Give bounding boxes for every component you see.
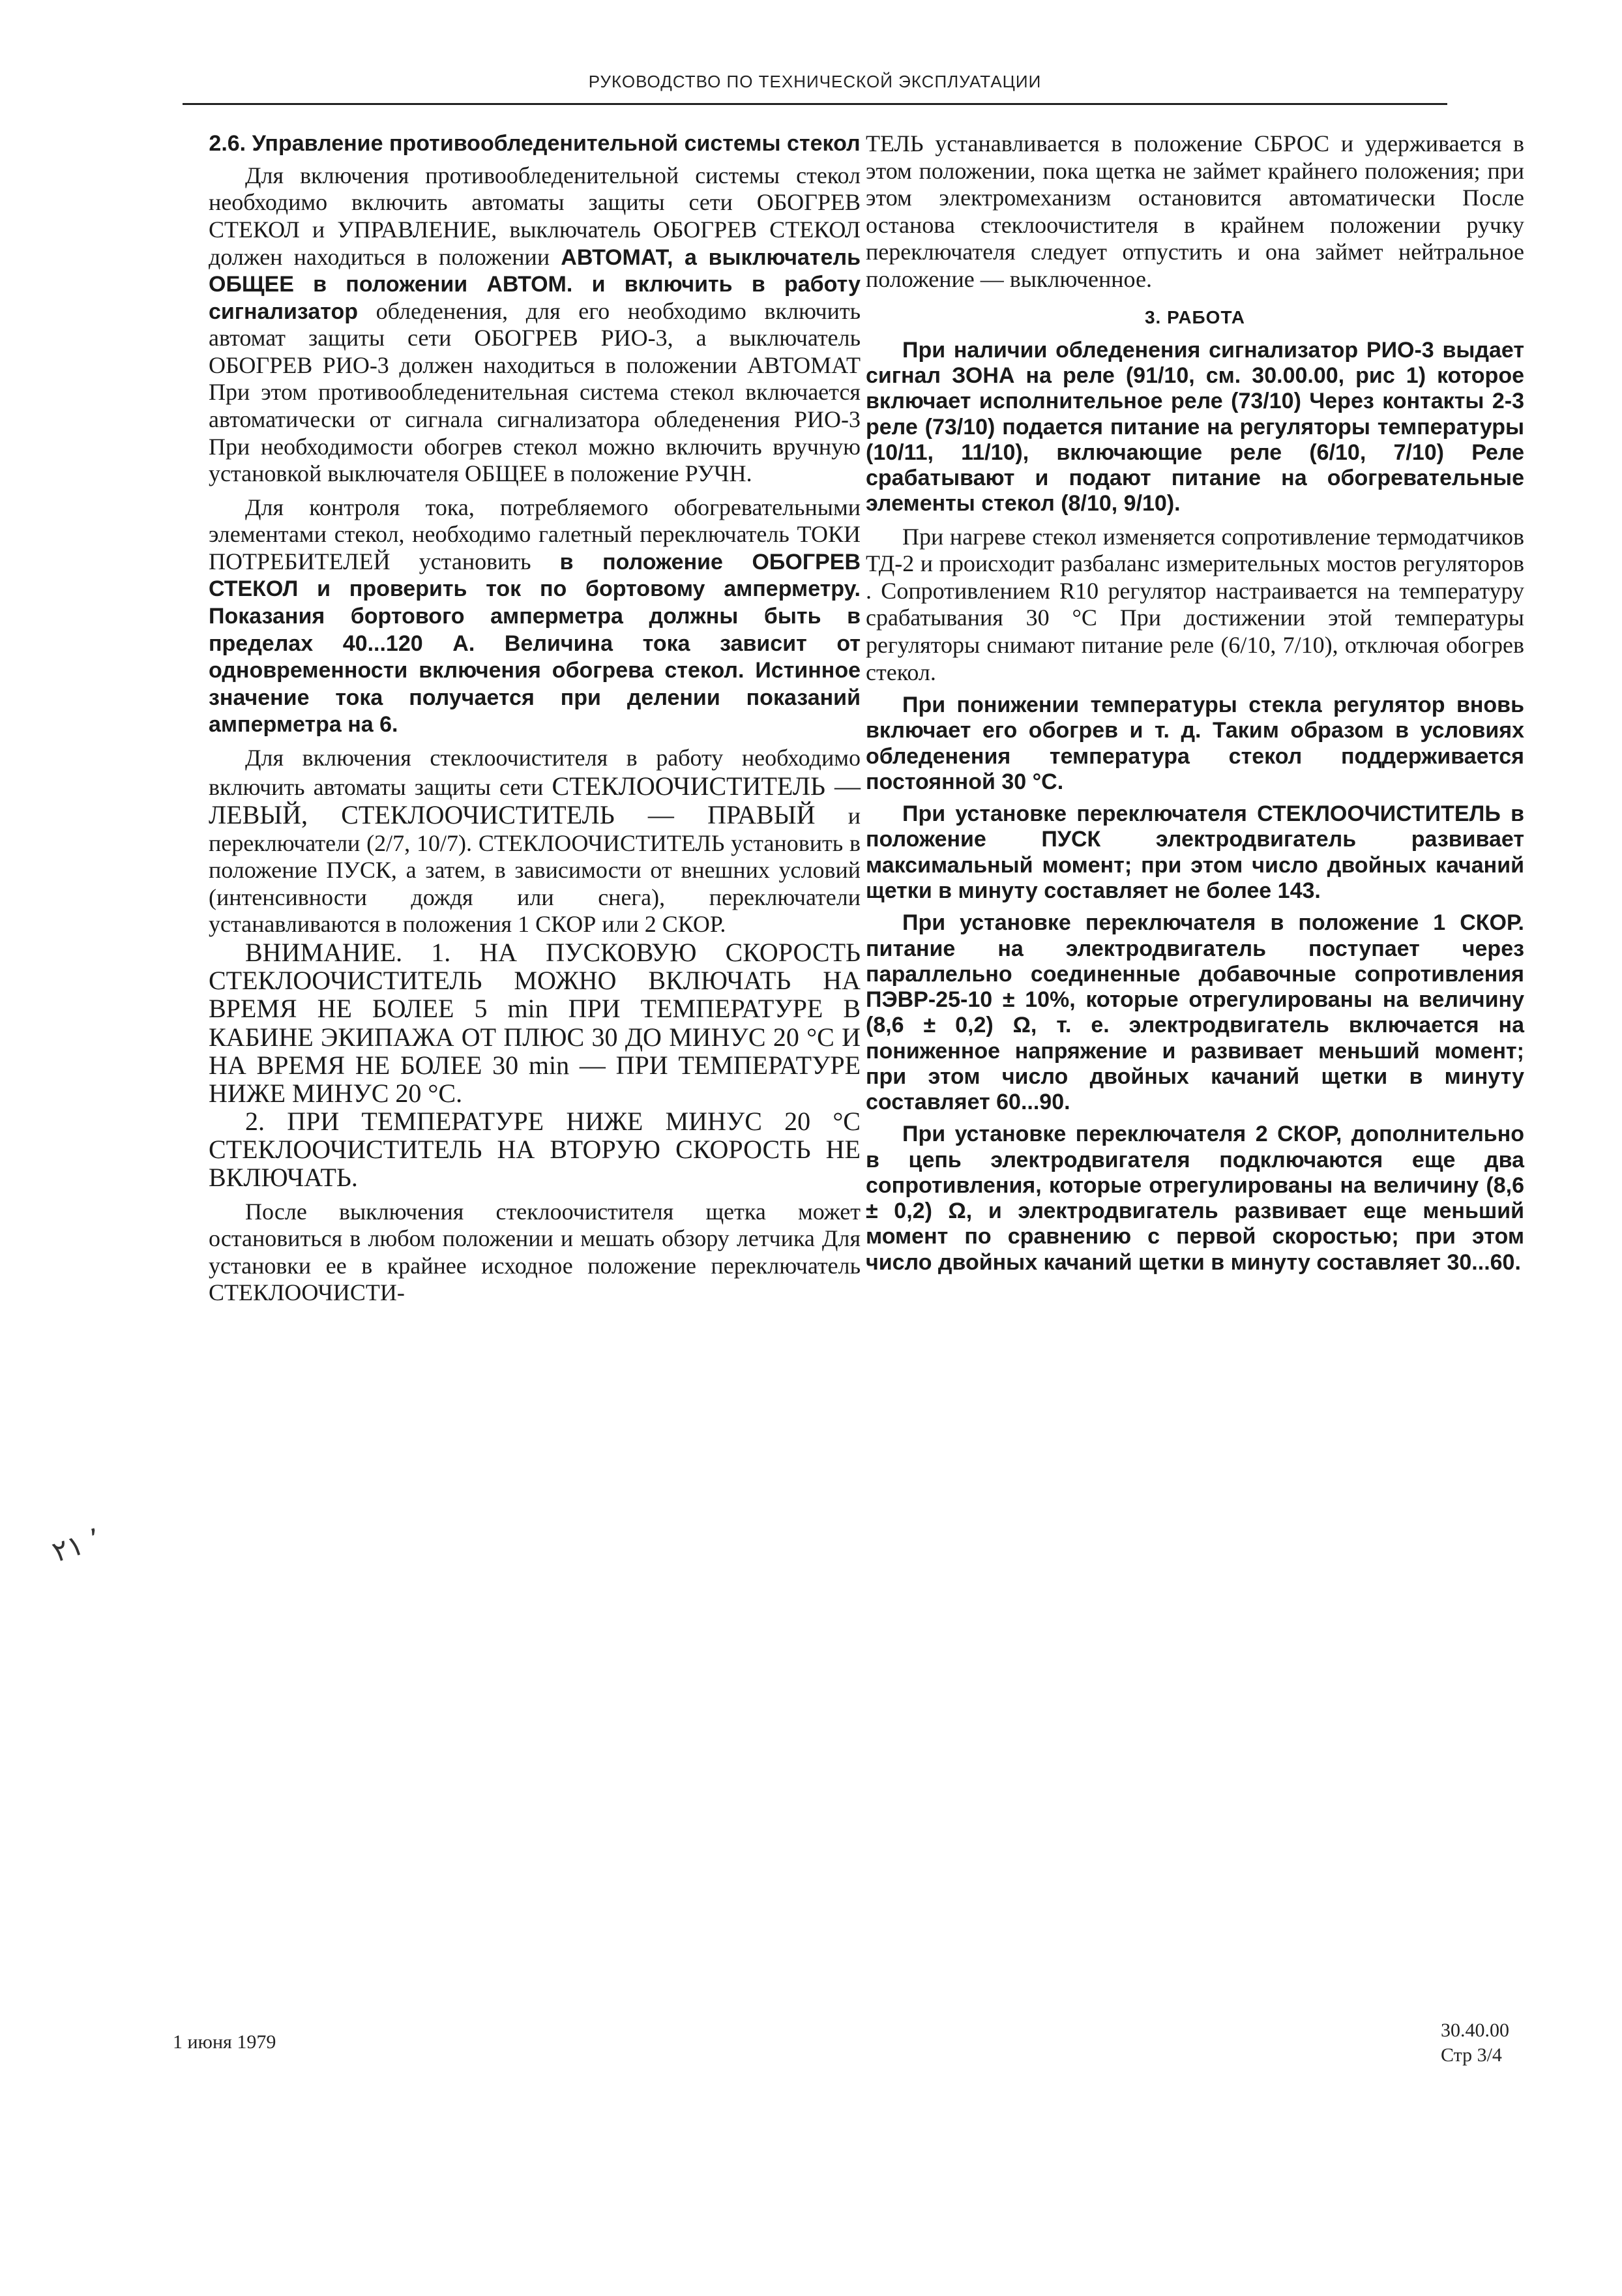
p3-part-a: Для включения стеклоочистителя в работу необходимо включить автоматы защиты сети	[209, 744, 861, 800]
footer-reference	[1441, 2018, 1509, 2067]
paragraph-wiper-enable	[209, 745, 861, 938]
p1-part-a: Для включения противообледенительной системы стекол необходимо включить автоматы защиты сети ОБОГРЕВ СТЕКОЛ и УПРАВЛЕНИЕ, выключатель ОБОГРЕВ СТЕКОЛ должен находиться в положении	[209, 162, 861, 270]
handwritten-margin-mark: ٬ ٢١	[48, 1522, 106, 1570]
paragraph-pusk-mode: При установке переключателя СТЕКЛООЧИСТИТЕЛЬ в положение ПУСК электродвигатель развивает максимальный момент; при этом число двойных качаний щетки в минуту составляет не более 143.	[866, 801, 1524, 903]
paragraph-enable-system	[209, 162, 861, 488]
left-column	[209, 130, 861, 1307]
paragraph-speed-1: При установке переключателя в положение 1 СКОР. питание на электродвигатель поступает через параллельно соединенные добавочные сопротивления ПЭВР-25-10 ± 10%, которые отрегулированы на величину (8,6 ± 0,2) Ω, т. е. электродвигатель включается на пониженное напряжение и развивает меньший момент; при этом число двойных качаний щетки в минуту составляет 60...90.	[866, 910, 1524, 1115]
running-header: РУКОВОДСТВО ПО ТЕХНИЧЕСКОЙ ЭКСПЛУАТАЦИИ	[588, 72, 1042, 91]
warning-2: 2. ПРИ ТЕМПЕРАТУРЕ НИЖЕ МИНУС 20 °С СТЕКЛООЧИСТИТЕЛЬ НА ВТОРУЮ СКОРОСТЬ НЕ ВКЛЮЧАТЬ.	[209, 1107, 861, 1193]
paragraph-icing-signal: При наличии обледенения сигнализатор РИО-3 выдает сигнал ЗОНА на реле (91/10, см. 30.00.00, рис 1) которое включает исполнительное реле (73/10) Через контакты 2-3 реле (73/10) подается питание на регуляторы температуры (10/11, 11/10), включающие реле (6/10, 7/10) Реле срабатывают и подают питание на обогревательные элементы стекол (8/10, 9/10).	[866, 337, 1524, 516]
header-rule	[183, 103, 1447, 105]
paragraph-reset-continued: ТЕЛЬ устанавливается в положение СБРОС и удерживается в этом положении, пока щетка не займет крайнего положения; при этом электромеханизм остановится автоматически После останова стеклоочистителя в крайнем положении ручку переключателя следует отпустить и она займет нейтральное положение — выключенное.	[866, 130, 1524, 292]
warning-1: ВНИМАНИЕ. 1. НА ПУСКОВУЮ СКОРОСТЬ СТЕКЛООЧИСТИТЕЛЬ МОЖНО ВКЛЮЧАТЬ НА ВРЕМЯ НЕ БОЛЕЕ 5 min ПРИ ТЕМПЕРАТУРЕ В КАБИНЕ ЭКИПАЖА ОТ ПЛЮС 30 ДО МИНУС 20 °С И НА ВРЕМЯ НЕ БОЛЕЕ 30 min — ПРИ ТЕМПЕРАТУРЕ НИЖЕ МИНУС 20 °С.	[209, 937, 861, 1108]
p1-part-b: АВТОМАТ, а выключатель ОБЩЕЕ в положении АВТОМ. и включить в работу сигнализатор	[209, 245, 861, 324]
paragraph-wiper-reset: После выключения стеклоочистителя щетка может остановиться в любом положении и мешать обзору летчика Для установки ее в крайнее исходное положение переключатель СТЕКЛООЧИСТИ-	[209, 1198, 861, 1306]
page-number: Стр 3/4	[1441, 2044, 1502, 2066]
p1-part-c: обледенения, для его необходимо включить автомат защиты сети ОБОГРЕВ РИО-3, а выключатель ОБОГРЕВ РИО-3 должен находиться в положении АВТОМАТ При этом противообледенительная система стекол включается автоматически от сигнала сигнализатора обледенения РИО-3 При необходимости обогрев стекол можно включить вручную установкой выключателя ОБЩЕЕ в положение РУЧН.	[209, 297, 861, 487]
p3-part-c: и переключатели (2/7, 10/7). СТЕКЛООЧИСТИТЕЛЬ установить в положение ПУСК, а затем, в зависимости от внешних условий (интенсивности дождя или снега), переключатели устанавливаются в положения 1 СКОР или 2 СКОР.	[209, 803, 861, 938]
right-column	[866, 130, 1524, 1275]
p3-part-b: СТЕКЛООЧИСТИТЕЛЬ — ЛЕВЫЙ, СТЕКЛООЧИСТИТЕЛЬ — ПРАВЫЙ	[209, 771, 861, 830]
doc-code: 30.40.00	[1441, 2020, 1509, 2041]
section-title: 2.6. Управление противообледенительной системы стекол	[209, 131, 861, 156]
footer-date: 1 июня 1979	[173, 2031, 276, 2053]
paragraph-temperature-hold: При понижении температуры стекла регулятор вновь включает его обогрев и т. д. Таким образом в условиях обледенения температура стекол поддерживается постоянной 30 °С.	[866, 693, 1524, 794]
paragraph-speed-2: При установке переключателя 2 СКОР, дополнительно в цепь электродвигателя подключаются еще два сопротивления, которые отрегулированы на величину (8,6 ± 0,2) Ω, и электродвигатель развивает еще меньший момент по сравнению с первой скоростью; при этом число двойных качаний щетки в минуту составляет 30...60.	[866, 1122, 1524, 1275]
p2-part-b: в положение ОБОГРЕВ СТЕКОЛ и проверить ток по бортовому амперметру. Показания бортового амперметра должны быть в пределах 40...120 А. Величина тока зависит от одновременности включения обогрева стекол. Истинное значение тока получается при делении показаний амперметра на 6.	[209, 549, 861, 738]
paragraph-current-control	[209, 494, 861, 738]
p2-part-a: Для контроля тока, потребляемого обогревательными элементами стекол, необходимо галетный переключатель ТОКИ ПОТРЕБИТЕЛЕЙ установить	[209, 494, 861, 574]
subsection-title: 3. РАБОТА	[1144, 307, 1246, 328]
paragraph-heating-regulation: При нагреве стекол изменяется сопротивление термодатчиков ТД-2 и происходит разбаланс измерительных мостов регуляторов . Сопротивлением R10 регулятор настраивается на температуру срабатывания 30 °С При достижении этой температуры регуляторы снимают питание реле (6/10, 7/10), отключая обогрев стекол.	[866, 523, 1524, 685]
